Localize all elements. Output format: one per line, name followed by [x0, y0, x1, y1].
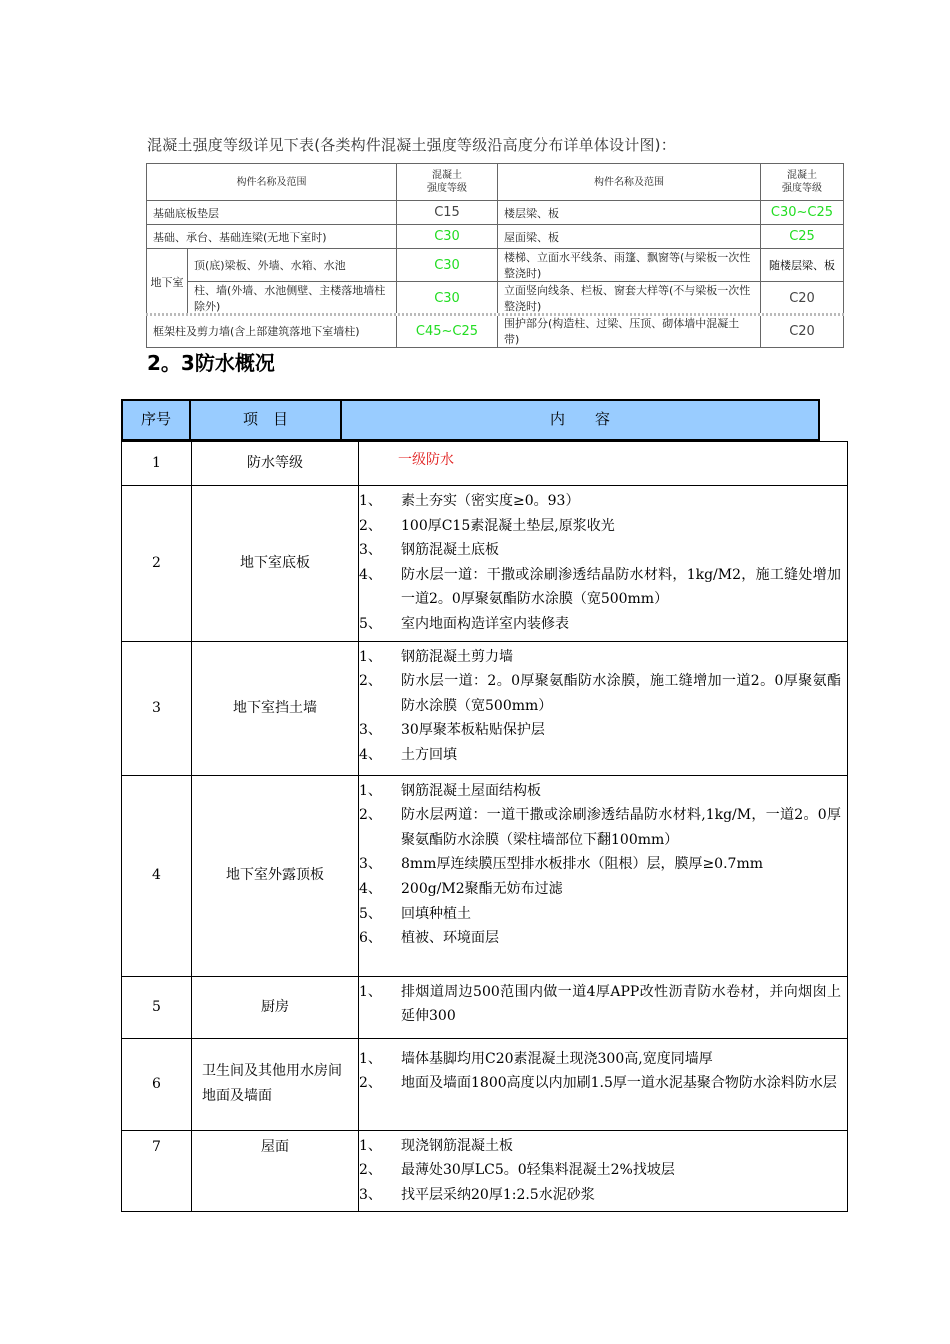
table-row [122, 1130, 848, 1212]
list-item: 3、 8mm厚连续膜压型排水板排水（阻根）层，膜厚≥0.7mm [359, 856, 764, 873]
section-heading: 2。3防水概况 [147, 351, 275, 375]
row-item: 屋面 [192, 1130, 359, 1212]
grade-cell-component: 基础、承台、基础连梁(无地下室时) [147, 225, 397, 249]
grade-row [147, 282, 844, 315]
table-row [122, 1038, 848, 1130]
header-content: 内 容 [549, 410, 610, 428]
grade-row [147, 225, 844, 249]
row-content [359, 442, 848, 486]
row-number: 7 [122, 1130, 192, 1212]
row-number: 5 [122, 976, 192, 1038]
waterproof-grade-value: 一级防水 [398, 452, 454, 468]
grade-cell-component: 立面竖向线条、栏板、窗套大样等(不与梁板一次性整浇时) [498, 282, 761, 315]
table-row [122, 486, 848, 642]
row-content [359, 1038, 848, 1130]
col-header-grade-2: 混凝土 强度等级 [761, 164, 844, 201]
concrete-grade-table [146, 163, 844, 348]
step-list [359, 776, 847, 955]
list-item: 1、 钢筋混凝土剪力墙 [359, 648, 513, 665]
list-item: 2、 100厚C15素混凝土垫层,原浆收光 [359, 517, 615, 534]
row-content [359, 775, 848, 976]
list-item: 1、 墙体基脚均用C20素混凝土现浇300高,宽度同墙厚 [359, 1050, 713, 1067]
list-item: 5、 室内地面构造详室内装修表 [359, 615, 569, 632]
list-item: 4、 防水层一道：干撒或涂刷渗透结晶防水材料，1kg/M2，施工缝处增加一道2。0厚聚氨酯防水涂膜（宽500mm） [359, 566, 841, 608]
row-number: 3 [122, 641, 192, 775]
row-number: 1 [122, 442, 192, 486]
row-number: 6 [122, 1038, 192, 1130]
col-header-component: 构件名称及范围 [147, 164, 397, 201]
grade-cell-value: 随楼层梁、板 [761, 249, 844, 282]
grade-table-header [147, 164, 844, 201]
list-item: 2、 最薄处30厚LC5。0轻集料混凝土2%找坡层 [359, 1162, 675, 1179]
row-content [359, 641, 848, 775]
grade-cell-component: 围护部分(构造柱、过梁、压顶、砌体墙中混凝土带) [498, 315, 761, 348]
table-row [122, 775, 848, 976]
row-item: 卫生间及其他用水房间地面及墙面 [192, 1038, 359, 1130]
step-list [359, 1131, 847, 1212]
list-item: 1、 钢筋混凝土屋面结构板 [359, 782, 541, 799]
grade-cell-value: C15 [397, 201, 498, 225]
grade-cell-value: C45~C25 [397, 315, 498, 348]
row-content [359, 1130, 848, 1212]
list-item: 3、 找平层采纳20厚1:2.5水泥砂浆 [359, 1186, 595, 1203]
list-item: 4、 200g/M2聚酯无妨布过滤 [359, 880, 563, 897]
waterproof-table-header [121, 399, 820, 441]
step-list [359, 642, 847, 772]
grade-cell-value: C30 [397, 282, 498, 315]
list-item: 6、 植被、环境面层 [359, 930, 499, 947]
header-item: 项 目 [242, 410, 288, 428]
step-list [359, 486, 847, 641]
grade-row [147, 201, 844, 225]
grade-cell-component: 顶(底)梁板、外墙、水箱、水池 [188, 249, 397, 282]
grade-row [147, 315, 844, 348]
grade-cell-value: C20 [761, 315, 844, 348]
list-item: 2、 防水层两道：一道干撒或涂刷渗透结晶防水材料,1kg/M，一道2。0厚聚氨酯防水涂膜（梁柱墙部位下翻100mm） [359, 807, 841, 848]
row-number: 4 [122, 775, 192, 976]
row-item: 厨房 [192, 976, 359, 1038]
col-header-component-2: 构件名称及范围 [498, 164, 761, 201]
row-item: 防水等级 [192, 442, 359, 486]
header-no: 序号 [140, 410, 171, 428]
col-header-grade: 混凝土 强度等级 [397, 164, 498, 201]
row-content [359, 976, 848, 1038]
table-row [122, 641, 848, 775]
list-item: 2、 防水层一道：2。0厚聚氨酯防水涂膜，施工缝增加一道2。0厚聚氨酯防水涂膜（宽500mm） [359, 673, 841, 714]
row-content [359, 486, 848, 642]
list-item: 2、 地面及墙面1800高度以内加刷1.5厚一道水泥基聚合物防水涂料防水层 [359, 1075, 837, 1092]
grade-row [147, 249, 844, 282]
list-item: 3、 钢筋混凝土底板 [359, 542, 499, 559]
grade-cell-value: C30~C25 [761, 201, 844, 225]
list-item: 1、 排烟道周边500范围内做一道4厚APP改性沥青防水卷材，并向烟囱上延伸300 [359, 983, 841, 1025]
grade-cell-value: C25 [761, 225, 844, 249]
table-row [122, 976, 848, 1038]
grade-cell-value: C30 [397, 249, 498, 282]
grade-cell-component: 基础底板垫层 [147, 201, 397, 225]
list-item: 5、 回填种植土 [359, 905, 471, 922]
grade-intro: 混凝土强度等级详见下表(各类构件混凝土强度等级沿高度分布详单体设计图)： [147, 136, 676, 154]
grade-cell-component: 屋面梁、板 [498, 225, 761, 249]
row-item: 地下室外露顶板 [192, 775, 359, 976]
row-number: 2 [122, 486, 192, 642]
waterproof-table [121, 441, 848, 1212]
list-item: 3、 30厚聚苯板粘贴保护层 [359, 722, 545, 739]
grade-cell-component: 框架柱及剪力墙(含上部建筑落地下室墙柱) [147, 315, 397, 348]
basement-label: 地下室 [147, 249, 188, 315]
grade-cell-value: C20 [761, 282, 844, 315]
grade-cell-component: 柱、墙(外墙、水池侧壁、主楼落地墙柱除外) [188, 282, 397, 315]
row-item: 地下室挡土墙 [192, 641, 359, 775]
step-list [359, 977, 847, 1033]
list-item: 1、 素土夯实（密实度≥0。93） [359, 493, 580, 509]
grade-cell-component: 楼层梁、板 [498, 201, 761, 225]
step-list [359, 1039, 847, 1100]
table-row [122, 442, 848, 486]
list-item: 1、 现浇钢筋混凝土板 [359, 1137, 513, 1154]
table-bottom-rule [146, 313, 846, 316]
grade-cell-value: C30 [397, 225, 498, 249]
grade-cell-component: 楼梯、立面水平线条、雨篷、飘窗等(与梁板一次性整浇时) [498, 249, 761, 282]
list-item: 4、 土方回填 [359, 746, 457, 763]
row-item: 地下室底板 [192, 486, 359, 642]
